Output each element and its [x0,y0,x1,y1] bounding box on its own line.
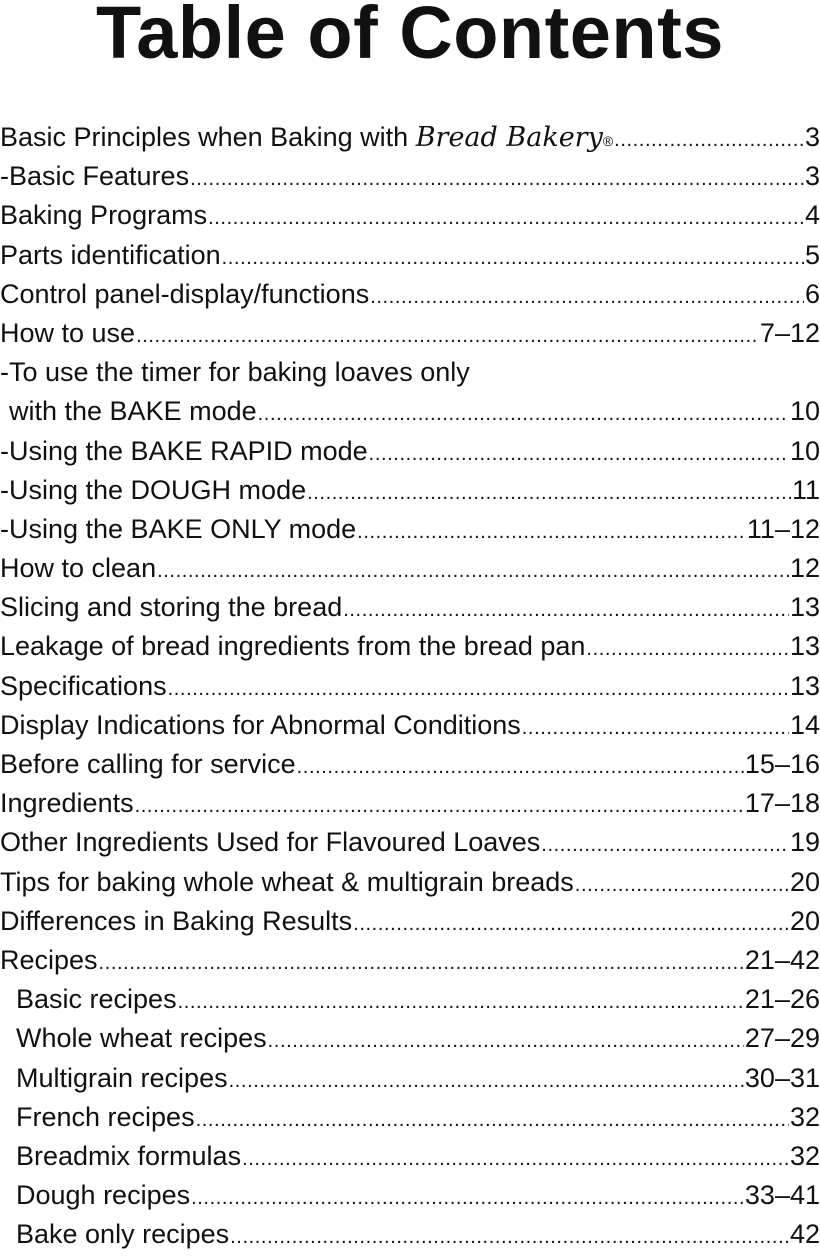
toc-entry-basic-recipes[interactable] [0,980,820,1019]
toc-entry-control-panel[interactable] [0,275,820,314]
toc-entry-label: Other Ingredients Used for Flavoured Loaves [0,827,541,858]
toc-entry-label: -Using the BAKE ONLY mode [0,513,357,544]
toc-entry-page: 3 [804,161,820,192]
toc-entry-label: Breadmix formulas [16,1140,242,1171]
toc-entry-page: 6 [804,278,820,309]
toc-entry-specifications[interactable] [0,667,820,706]
toc-entry-page: 32 [789,1101,820,1132]
page-title: Table of Contents [96,0,724,74]
toc-entry-page: 20 [789,905,820,936]
toc-entry-page: 11–12 [746,513,820,544]
toc-entry-page: 13 [789,592,820,623]
dot-leader [307,474,791,510]
dot-leader [222,239,804,275]
toc-entry-label: Basic Principles when Baking with Bread Bakery® [0,122,614,153]
registered-mark: ® [602,133,614,149]
toc-entry-timer-heading [0,353,820,392]
dot-leader [208,199,804,235]
toc-entry-label: How to use [0,317,136,348]
toc-entry-label: Slicing and storing the bread [0,592,343,623]
toc-entry-label: Tips for baking whole wheat & multigrain breads [0,866,574,897]
toc-entry-french-recipes[interactable] [0,1098,820,1137]
toc-entry-label: Recipes [0,944,98,975]
toc-entry-label: -Basic Features [0,161,190,192]
toc-entry-page: 15–16 [744,749,820,779]
toc-entry-differences[interactable] [0,902,820,941]
dot-leader [230,1218,789,1254]
toc-entry-page: 13 [789,670,820,701]
toc-entry-page: 14 [789,709,820,740]
toc-entry-page: 12 [789,553,820,584]
dot-leader [268,1022,744,1058]
toc-entry-label: Control panel-display/functions [0,278,370,309]
dot-leader [168,670,789,706]
table-of-contents [0,118,820,1254]
toc-entry-page: 3 [804,122,820,152]
toc-entry-baking-programs[interactable] [0,196,820,235]
toc-entry-page: 4 [804,200,820,231]
toc-entry-dough-recipes[interactable] [0,1176,820,1215]
dot-leader [614,121,804,157]
toc-entry-page: 30–31 [744,1062,820,1093]
toc-entry-bake-rapid-mode[interactable] [0,432,820,471]
toc-entry-tips-whole-wheat[interactable] [0,863,820,902]
toc-entry-display-indications[interactable] [0,706,820,745]
toc-entry-parts-identification[interactable] [0,236,820,275]
dot-leader [178,983,744,1019]
dot-leader [370,278,804,314]
dot-leader [575,866,789,902]
toc-entry-page: 7–12 [759,317,820,348]
toc-entry-label: Specifications [0,670,167,701]
toc-entry-page: 42 [789,1219,820,1250]
toc-entry-page: 17–18 [744,788,820,819]
dot-leader [135,787,744,823]
toc-entry-ingredients[interactable] [0,784,820,823]
toc-entry-label: -Using the DOUGH mode [0,474,307,505]
toc-entry-multigrain-recipes[interactable] [0,1059,820,1098]
toc-entry-page: 21–26 [744,984,820,1015]
dot-leader [99,944,744,980]
toc-entry-leakage[interactable] [0,627,820,666]
toc-entry-other-ingredients[interactable] [0,823,820,862]
toc-entry-page: 11 [791,474,820,505]
dot-leader [357,513,746,549]
dot-leader [541,826,789,862]
toc-entry-label: Whole wheat recipes [16,1023,267,1054]
toc-entry-label: Differences in Baking Results [0,905,353,936]
toc-entry-bake-only-recipes[interactable] [0,1215,820,1254]
toc-entry-slicing-storing[interactable] [0,588,820,627]
toc-entry-label: Bake only recipes [16,1219,230,1250]
toc-entry-label: French recipes [16,1101,195,1132]
toc-entry-label: Before calling for service [0,749,296,779]
dot-leader [157,552,789,588]
toc-entry-label: -To use the timer for baking loaves only [0,357,470,388]
toc-entry-bake-mode[interactable] [0,392,820,431]
toc-entry-page: 33–41 [744,1180,820,1211]
toc-entry-dough-mode[interactable] [0,471,820,510]
dot-leader [369,435,789,471]
toc-entry-label: -Using the BAKE RAPID mode [0,435,368,466]
toc-entry-how-to-use[interactable] [0,314,820,353]
toc-entry-whole-wheat-recipes[interactable] [0,1019,820,1058]
toc-entry-page: 19 [789,827,820,858]
toc-entry-page: 10 [789,435,820,466]
dot-leader [297,748,744,784]
toc-entry-basic-principles[interactable] [0,118,820,157]
toc-entry-how-to-clean[interactable] [0,549,820,588]
dot-leader [196,1101,789,1137]
dot-leader [343,591,789,627]
toc-entry-basic-features[interactable] [0,157,820,196]
toc-entry-label: Parts identification [0,239,221,270]
toc-entry-page: 20 [789,866,820,897]
toc-entry-page: 27–29 [744,1023,820,1054]
bread-bakery-logotype: Bread Bakery [415,122,603,153]
dot-leader [229,1062,744,1098]
dot-leader [190,160,804,196]
toc-entry-page: 13 [789,631,820,662]
toc-entry-breadmix-formulas[interactable] [0,1137,820,1176]
toc-entry-label: Dough recipes [16,1180,191,1211]
toc-entry-page: 21–42 [744,944,820,975]
dot-leader [258,395,789,431]
toc-entry-recipes[interactable] [0,941,820,980]
toc-entry-bake-only-mode[interactable] [0,510,820,549]
dot-leader [242,1140,789,1176]
toc-entry-label: Ingredients [0,788,134,819]
toc-entry-label: with the BAKE mode [9,396,257,427]
toc-entry-page: 5 [804,239,820,270]
toc-entry-label: Display Indications for Abnormal Conditions [0,709,521,740]
dot-leader [136,317,759,353]
toc-entry-page: 10 [789,396,820,427]
toc-entry-page: 32 [789,1140,820,1171]
dot-leader [353,905,789,941]
toc-entry-label: Leakage of bread ingredients from the bread pan [0,631,586,662]
toc-entry-label: How to clean [0,553,157,584]
dot-leader [191,1179,744,1215]
toc-entry-label: Baking Programs [0,200,208,231]
dot-leader [522,709,789,745]
toc-entry-label: Multigrain recipes [16,1062,228,1093]
dot-leader [586,630,789,666]
toc-entry-before-calling[interactable] [0,745,820,784]
toc-entry-label: Basic recipes [16,984,177,1015]
